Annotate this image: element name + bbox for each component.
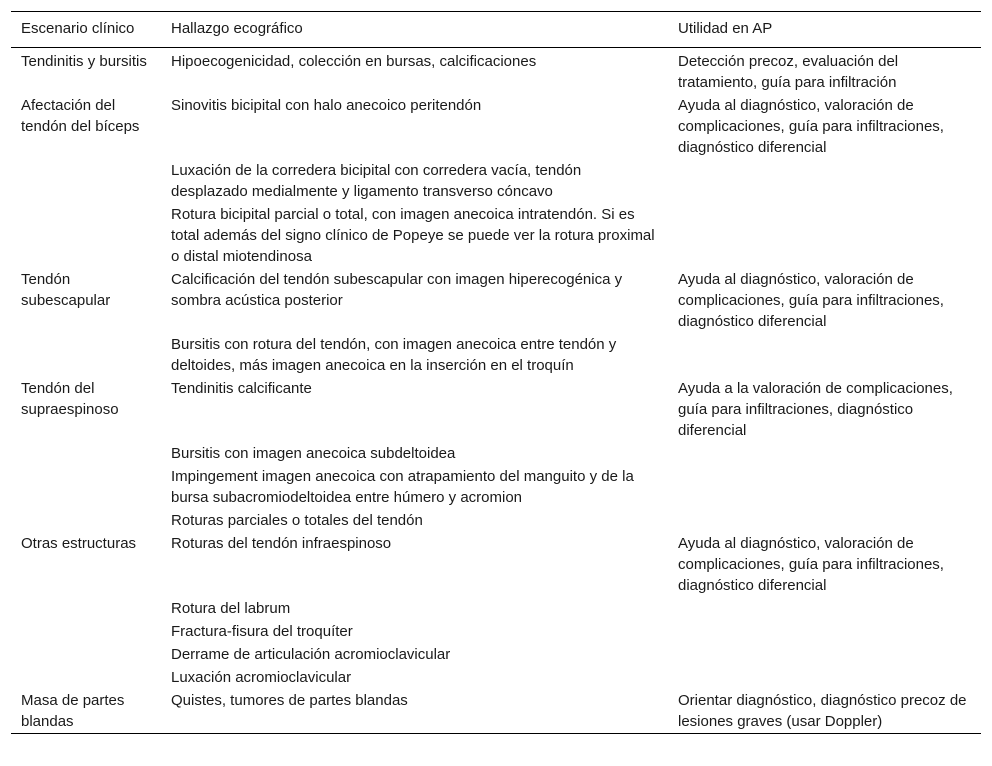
clinical-ultrasound-table — [11, 11, 981, 734]
cell-scenario — [11, 597, 161, 620]
cell-scenario — [11, 203, 161, 268]
cell-finding: Rotura bicipital parcial o total, con imagen anecoica intratendón. Si es total además del signo clínico de Popeye se puede ver la rotura proximal o distal miotendinosa — [171, 206, 655, 265]
cell-finding: Tendinitis calcificante — [171, 380, 312, 397]
cell-finding: Calcificación del tendón subescapular con imagen hiperecogénica y sombra acústica posterior — [171, 271, 623, 309]
cell-finding: Luxación de la corredera bicipital con corredera vacía, tendón desplazado medialmente y ligamento transverso cóncavo — [171, 162, 582, 200]
table-row — [11, 509, 981, 532]
cell-finding: Rotura del labrum — [171, 600, 291, 617]
cell-utility: Orientar diagnóstico, diagnóstico precoz de lesiones graves (usar Doppler) — [678, 692, 967, 730]
table-row — [11, 94, 981, 159]
cell-scenario — [11, 465, 161, 509]
cell-finding: Fractura-fisura del troquíter — [171, 623, 353, 640]
header-finding: Hallazgo ecográfico — [171, 20, 303, 37]
cell-scenario: Tendón del supraespinoso — [21, 380, 119, 418]
cell-utility: Ayuda a la valoración de complicaciones, guía para infiltraciones, diagnóstico diferencial — [678, 380, 953, 439]
cell-utility: Ayuda al diagnóstico, valoración de complicaciones, guía para infiltraciones, diagnóstico diferencial — [678, 97, 944, 156]
cell-scenario: Masa de partes blandas — [21, 692, 125, 730]
table-row — [11, 689, 981, 734]
cell-scenario — [11, 643, 161, 666]
table-row — [11, 465, 981, 509]
table-row — [11, 643, 981, 666]
cell-finding: Bursitis con imagen anecoica subdeltoidea — [171, 445, 456, 462]
cell-utility — [668, 666, 981, 689]
cell-scenario — [11, 159, 161, 203]
cell-finding: Luxación acromioclavicular — [171, 669, 352, 686]
table-row — [11, 442, 981, 465]
table-row — [11, 666, 981, 689]
cell-scenario — [11, 620, 161, 643]
header-scenario: Escenario clínico — [21, 20, 135, 37]
table-row — [11, 268, 981, 333]
cell-finding: Impingement imagen anecoica con atrapamiento del manguito y de la bursa subacromiodeltoidea entre húmero y acromion — [171, 468, 634, 506]
cell-utility — [668, 333, 981, 377]
table-row — [11, 532, 981, 597]
cell-utility: Ayuda al diagnóstico, valoración de complicaciones, guía para infiltraciones, diagnóstico diferencial — [678, 535, 944, 594]
cell-utility — [668, 442, 981, 465]
cell-utility — [668, 620, 981, 643]
cell-finding: Hipoecogenicidad, colección en bursas, calcificaciones — [171, 53, 537, 70]
cell-scenario — [11, 333, 161, 377]
table-row — [11, 597, 981, 620]
table-row — [11, 620, 981, 643]
cell-utility — [668, 643, 981, 666]
cell-finding: Roturas del tendón infraespinoso — [171, 535, 392, 552]
table-row — [11, 159, 981, 203]
cell-scenario — [11, 666, 161, 689]
cell-finding: Quistes, tumores de partes blandas — [171, 692, 408, 709]
cell-utility — [668, 465, 981, 509]
cell-finding: Roturas parciales o totales del tendón — [171, 512, 423, 529]
table-row — [11, 48, 981, 95]
header-utility: Utilidad en AP — [678, 20, 773, 37]
cell-scenario: Tendinitis y bursitis — [21, 53, 147, 70]
cell-utility — [668, 597, 981, 620]
cell-scenario: Afectación del tendón del bíceps — [21, 97, 140, 135]
cell-scenario — [11, 442, 161, 465]
cell-finding: Sinovitis bicipital con halo anecoico peritendón — [171, 97, 482, 114]
cell-utility — [668, 203, 981, 268]
cell-finding: Bursitis con rotura del tendón, con imagen anecoica entre tendón y deltoides, más imagen anecoica en la inserción en el troquín — [171, 336, 617, 374]
cell-scenario — [11, 509, 161, 532]
table-row — [11, 377, 981, 442]
cell-scenario: Tendón subescapular — [21, 271, 111, 309]
cell-utility: Detección precoz, evaluación del tratamiento, guía para infiltración — [678, 53, 899, 91]
cell-finding: Derrame de articulación acromioclavicular — [171, 646, 451, 663]
cell-utility: Ayuda al diagnóstico, valoración de complicaciones, guía para infiltraciones, diagnóstico diferencial — [678, 271, 944, 330]
table-row — [11, 203, 981, 268]
cell-utility — [668, 509, 981, 532]
table-header-row — [11, 12, 981, 48]
cell-scenario: Otras estructuras — [21, 535, 137, 552]
cell-utility — [668, 159, 981, 203]
table-row — [11, 333, 981, 377]
